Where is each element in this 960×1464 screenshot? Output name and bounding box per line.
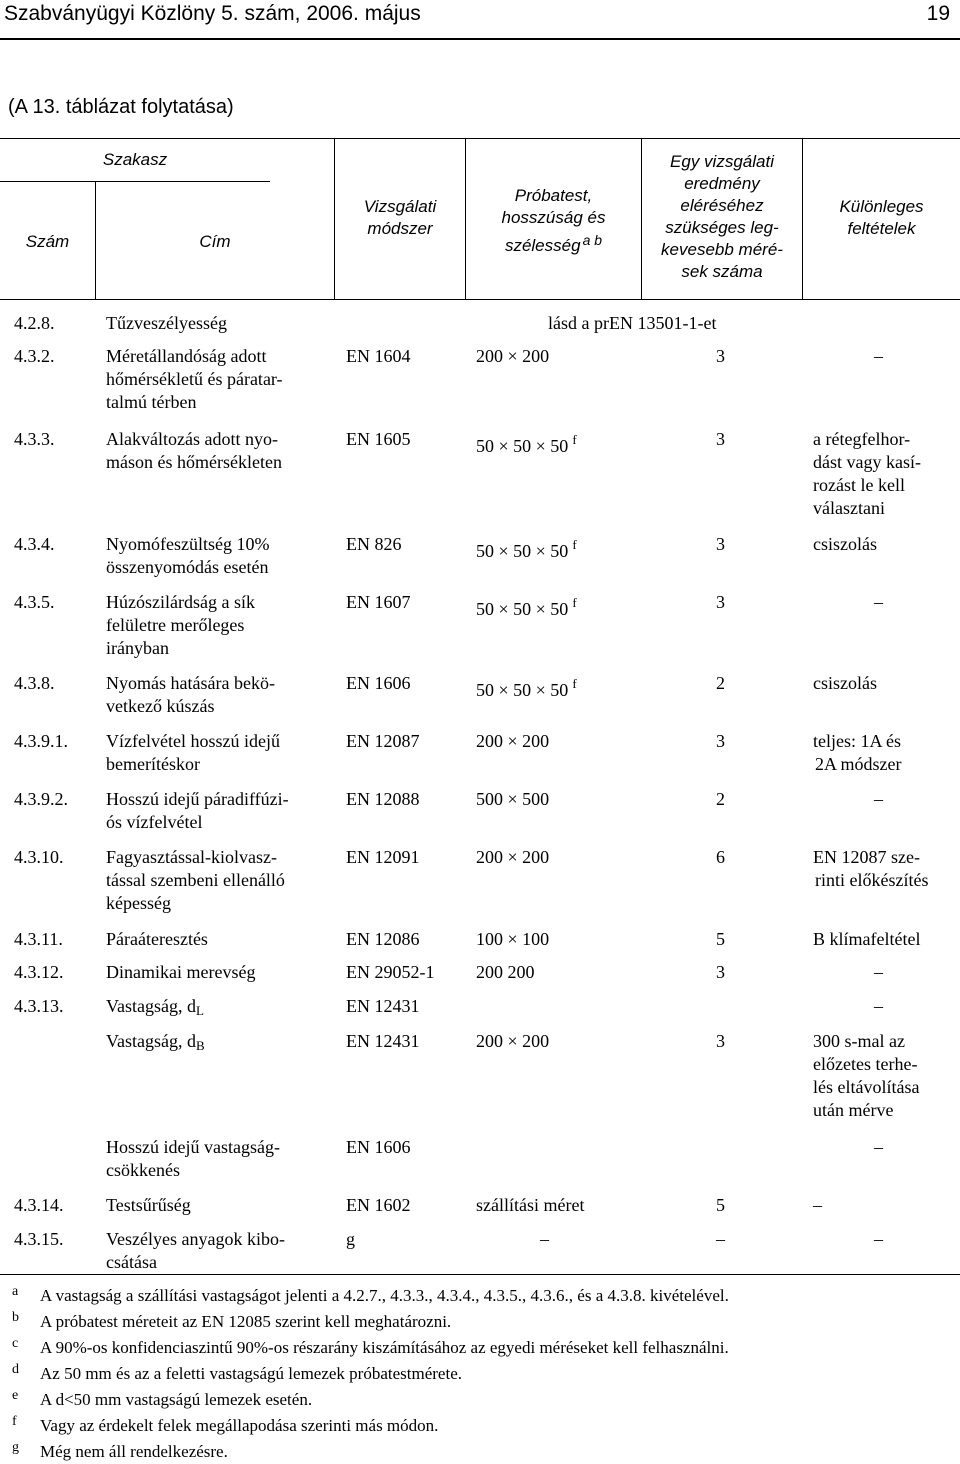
row-title: Hosszú idejű páradiffúzi- ós vízfelvétel (106, 789, 289, 832)
row-condition: – (874, 592, 883, 612)
row-count: 3 (716, 1031, 725, 1051)
row-condition: – (874, 996, 883, 1016)
row-size: 200 × 200 (476, 346, 550, 366)
row-size: – (540, 1229, 549, 1249)
row-method: EN 1605 (346, 429, 411, 449)
row-title: Húzószilárdság a sík felületre merőleges irányban (106, 592, 255, 658)
row-count: 5 (716, 1195, 725, 1215)
row-size: 100 × 100 (476, 929, 550, 949)
row-method: EN 1606 (346, 673, 411, 693)
row-count: 2 (716, 673, 725, 693)
col-feltetelek-line: Különleges (839, 197, 924, 216)
row-count: 3 (716, 731, 725, 751)
row-number: 4.3.14. (14, 1195, 64, 1215)
row-title: Hosszú idejű vastagság- csökkenés (106, 1137, 280, 1180)
row-size: 50 × 50 × 50 $^f$ (476, 537, 577, 561)
col-eredmeny-line: kevesebb méré- (661, 240, 783, 259)
row-number: 4.3.15. (14, 1229, 64, 1249)
row-size: 50 × 50 × 50 $^f$ (476, 676, 577, 700)
row-title: Vastagság, $d_L$ (106, 996, 204, 1018)
row-condition: – (874, 962, 883, 982)
row-count: 3 (716, 592, 725, 612)
row-method: EN 29052-1 (346, 962, 435, 982)
col-cim: Cím (199, 232, 231, 251)
row-condition: – (874, 1229, 883, 1249)
row-count: 6 (716, 847, 725, 867)
row-method: EN 1602 (346, 1195, 411, 1215)
row-count: – (716, 1229, 725, 1249)
row-number: 4.3.3. (14, 429, 55, 449)
col-group-szakasz: Szakasz (102, 150, 168, 169)
row-number: 4.3.2. (14, 346, 55, 366)
row-condition: csiszolás (813, 534, 877, 554)
col-eredmeny-line: eredmény (684, 174, 760, 193)
table-caption: (A 13. táblázat folytatása) (8, 96, 234, 118)
col-szam: Szám (25, 232, 70, 251)
row-method: EN 826 (346, 534, 402, 554)
row-method: g (346, 1229, 355, 1249)
row-condition: – (874, 1137, 883, 1157)
row-method: EN 12091 (346, 847, 420, 867)
col-eredmeny-line: Egy vizsgálati (670, 152, 774, 171)
table-header (0, 138, 960, 300)
row-size: 200 × 200 (476, 731, 550, 751)
row-size: szállítási méret (476, 1195, 585, 1215)
row-condition: 300 s-mal az előzetes terhe- lés eltávolítása után mérve (813, 1031, 920, 1120)
row-number: 4.2.8. (14, 313, 55, 333)
col-feltetelek-line: feltételek (847, 219, 916, 238)
row-size: 200 × 200 (476, 1031, 550, 1051)
row-number: 4.3.5. (14, 592, 55, 612)
row-number: 4.3.9.2. (14, 789, 68, 809)
col-probatest-sup: a b (582, 232, 603, 248)
row-method: EN 12431 (346, 996, 420, 1016)
row-title: Fagyasztással-kiolvasz- tással szembeni ellenálló képesség (106, 847, 285, 913)
row-number: 4.3.4. (14, 534, 55, 554)
col-probatest-line: Próbatest, (514, 186, 593, 205)
row-title: Veszélyes anyagok kibo- csátása (106, 1229, 285, 1272)
col-eredmeny (642, 151, 802, 283)
row-title: Méretállandóság adott hőmérsékletű és páratar- talmú térben (106, 346, 283, 412)
row-title: Alakváltozás adott nyo- máson és hőmérsékleten (106, 429, 282, 472)
row-number: 4.3.13. (14, 996, 64, 1016)
header-rule (0, 38, 960, 40)
row-method: EN 12087 (346, 731, 420, 751)
col-modszer (335, 196, 465, 240)
row-number: 4.3.11. (14, 929, 63, 949)
row-number: 4.3.10. (14, 847, 64, 867)
row-method: EN 1604 (346, 346, 411, 366)
row-condition: EN 12087 sze- rinti előkészítés (813, 847, 929, 890)
row-condition: – (874, 346, 883, 366)
row-title: Páraáteresztés (106, 929, 208, 949)
col-feltetelek (803, 196, 960, 240)
row-condition: B klímafeltétel (813, 929, 921, 949)
row-number: 4.3.12. (14, 962, 64, 982)
row-size: 500 × 500 (476, 789, 550, 809)
row-method: EN 1606 (346, 1137, 411, 1157)
page-number: 19 (926, 2, 950, 25)
row-title: Dinamikai merevség (106, 962, 256, 982)
row-title: Nyomás hatására bekö- vetkező kúszás (106, 673, 275, 716)
row-span-note: lásd a prEN 13501-1-et (548, 313, 717, 333)
row-number: 4.3.9.1. (14, 731, 68, 751)
row-size: 200 200 (476, 962, 535, 982)
row-title: Testsűrűség (106, 1195, 191, 1215)
row-method: EN 12431 (346, 1031, 420, 1051)
col-eredmeny-line: szükséges leg- (665, 218, 779, 237)
row-size: 50 × 50 × 50 $^f$ (476, 432, 577, 456)
row-title: Vastagság, $d_B$ (106, 1031, 205, 1053)
col-probatest (466, 185, 641, 257)
group-rule (0, 181, 270, 182)
col-eredmeny-line: eléréséhez (680, 196, 764, 215)
col-probatest-line: hosszúság és (501, 208, 606, 227)
row-size: 50 × 50 × 50 $^f$ (476, 595, 577, 619)
row-number: 4.3.8. (14, 673, 55, 693)
row-count: 2 (716, 789, 725, 809)
row-count: 3 (716, 534, 725, 554)
row-condition: – (813, 1195, 822, 1215)
table-bottom-rule (0, 1274, 960, 1275)
row-title: Vízfelvétel hosszú idejű bemerítéskor (106, 731, 280, 774)
row-method: EN 1607 (346, 592, 411, 612)
row-size: 200 × 200 (476, 847, 550, 867)
row-condition: teljes: 1A és 2A módszer (813, 731, 902, 774)
row-condition: – (874, 789, 883, 809)
row-count: 3 (716, 962, 725, 982)
running-header (0, 0, 960, 40)
row-condition: csiszolás (813, 673, 877, 693)
row-method: EN 12086 (346, 929, 420, 949)
col-probatest-line: szélesség $^{a b}$ (504, 232, 603, 255)
row-count: 3 (716, 429, 725, 449)
row-title: Tűzveszélyesség (106, 313, 227, 333)
row-condition: a rétegfelhor- dást vagy kasí- rozást le kell választani (813, 429, 921, 518)
row-title: Nyomófeszültség 10% összenyomódás esetén (106, 534, 270, 577)
col-modszer-line: Vizsgálati (363, 197, 437, 216)
col-modszer-line: módszer (367, 219, 433, 238)
row-method: EN 12088 (346, 789, 420, 809)
row-count: 3 (716, 346, 725, 366)
journal-title: Szabványügyi Közlöny 5. szám, 2006. május (4, 2, 421, 25)
row-count: 5 (716, 929, 725, 949)
col-eredmeny-line: sek száma (681, 262, 763, 281)
